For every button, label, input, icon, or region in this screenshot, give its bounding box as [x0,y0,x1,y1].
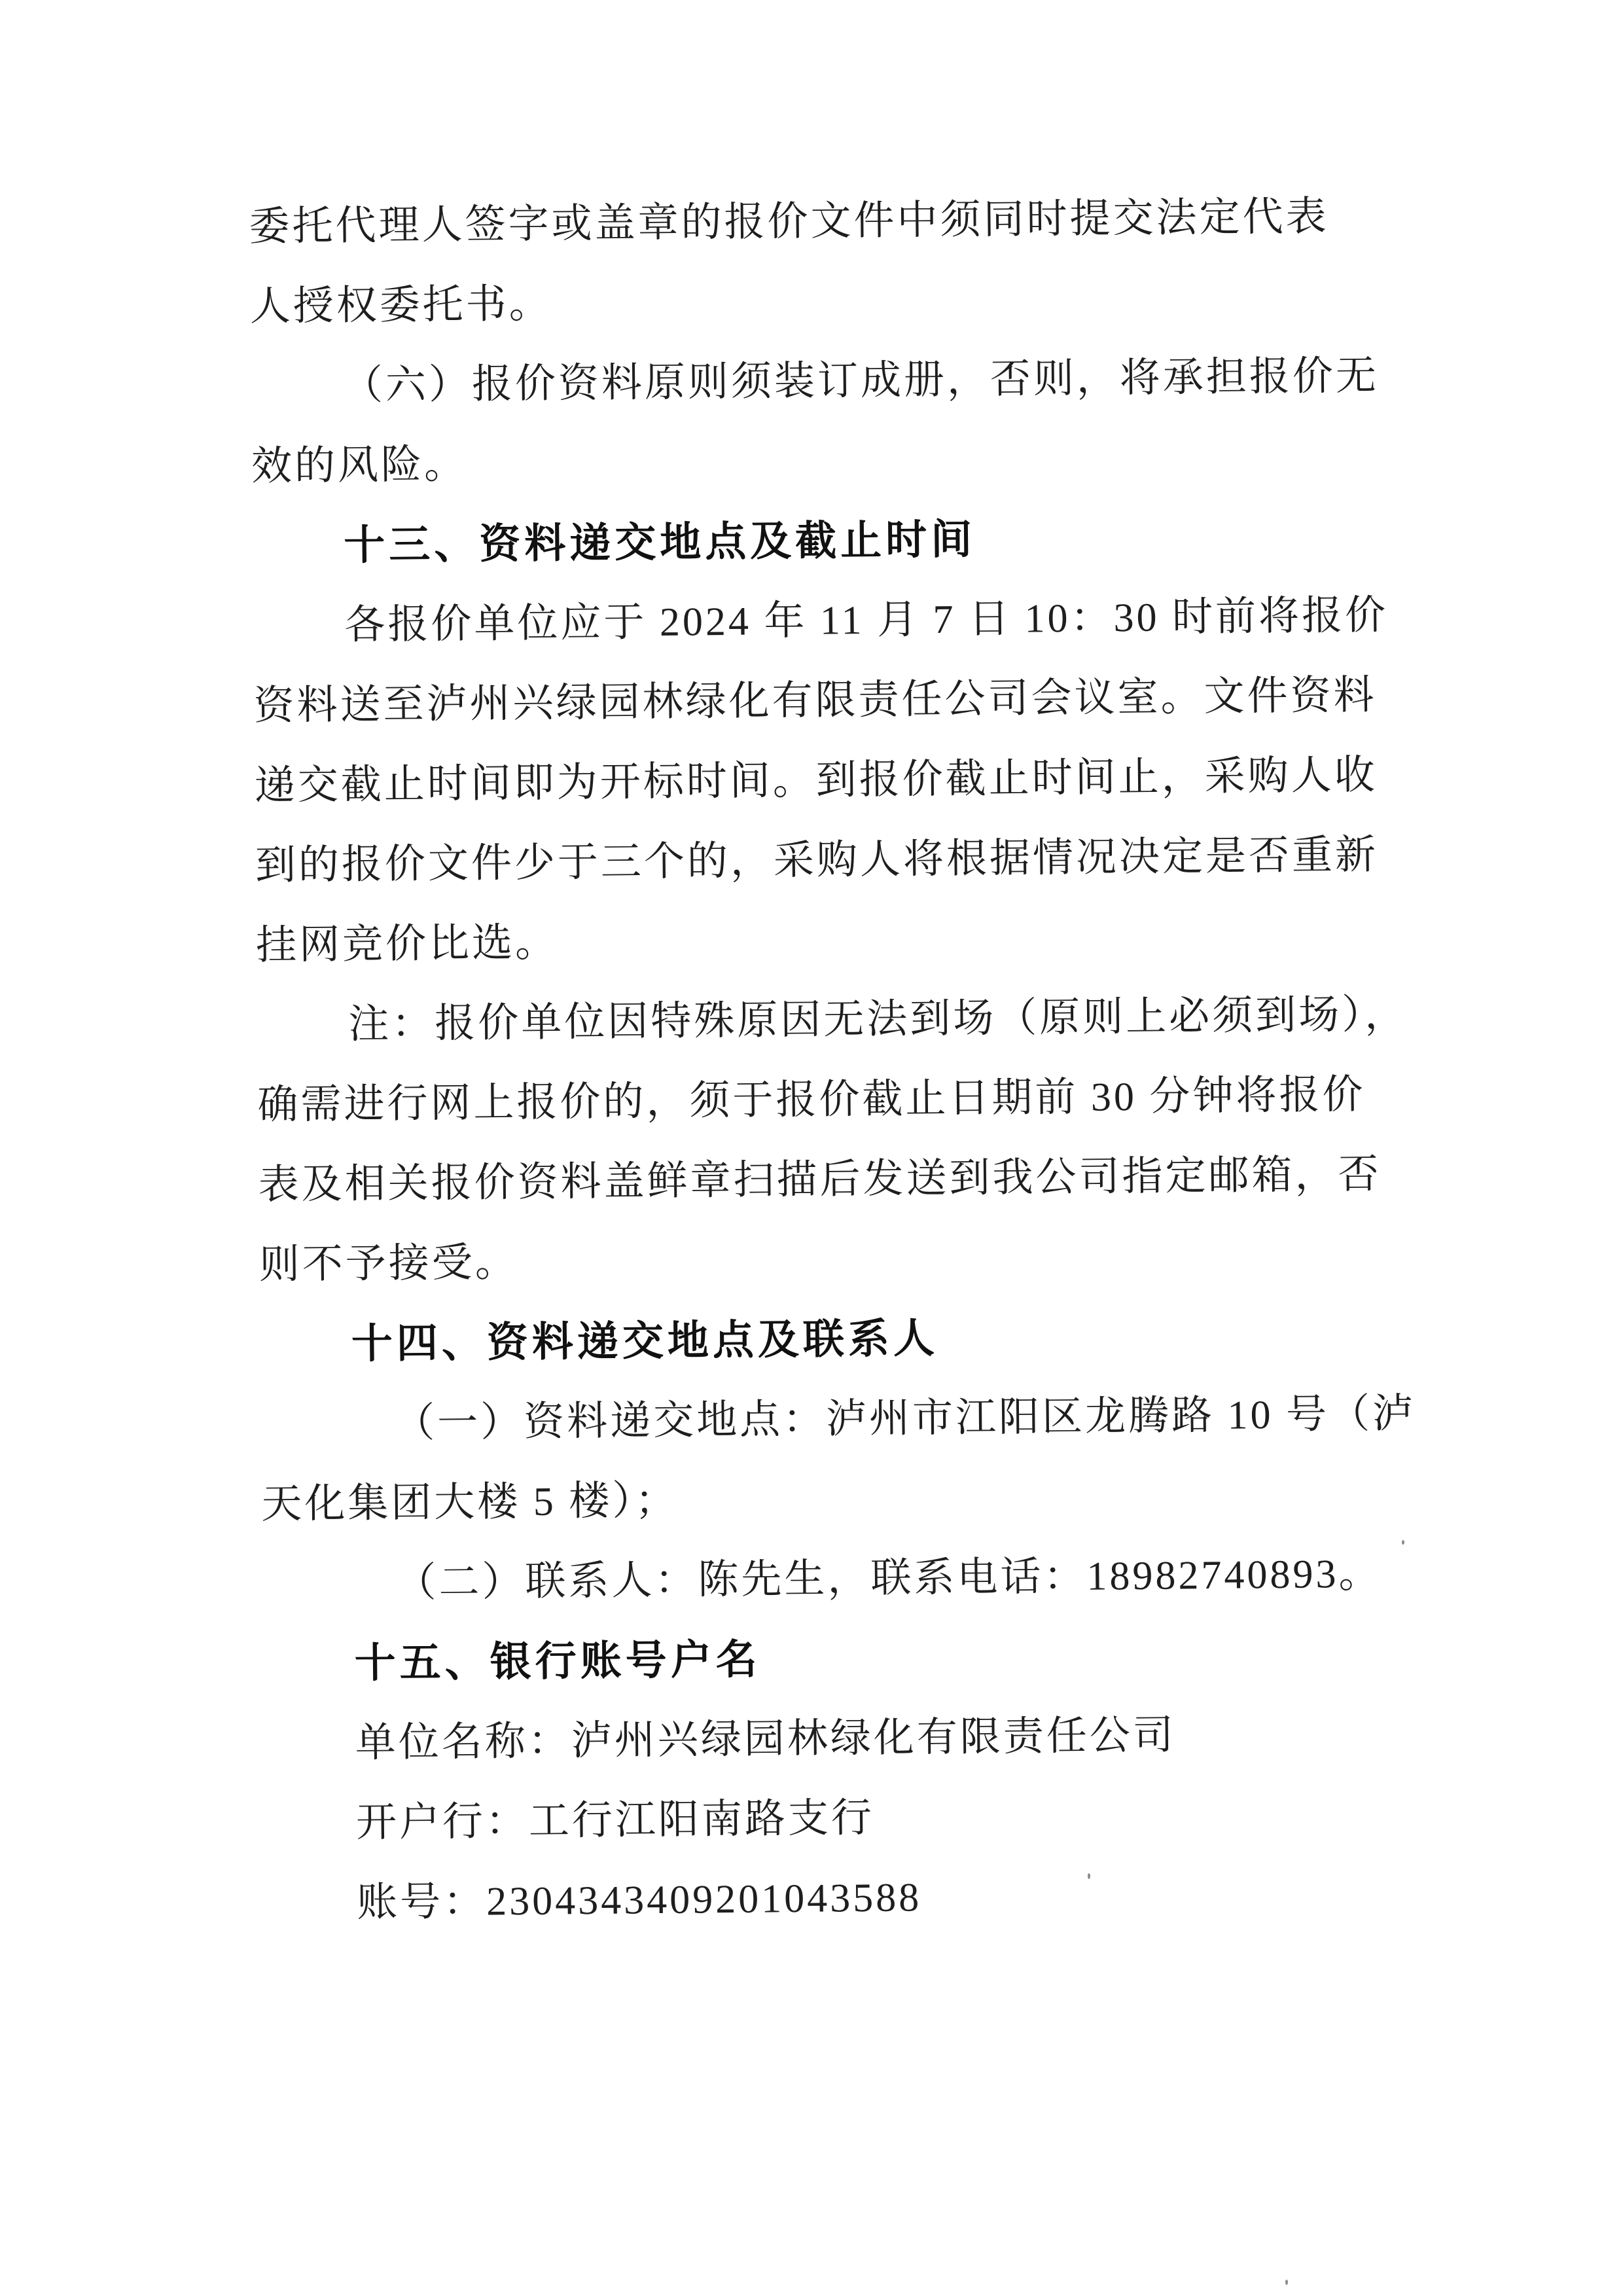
text-line: 天化集团大楼 5 楼）； [260,1478,679,1527]
text-line: 委托代理人签字或盖章的报价文件中须同时提交法定代表 [249,194,1329,249]
section-heading-13: 十三、资料递交地点及截止时间 [343,516,976,569]
text-line-contact: （二）联系人：陈先生，联系电话：18982740893。 [395,1551,1382,1605]
text-line: 递交截止时间即为开标时间。到报价截止时间止，采购人收 [254,753,1378,808]
scan-noise-dot [1285,2280,1288,2285]
scan-noise-dot [1088,1873,1090,1879]
text-line: 效的风险。 [251,442,468,489]
text-line-bank-branch: 开户行：工行江阳南路支行 [355,1795,875,1846]
text-line: 人授权委托书。 [249,281,553,329]
text-line: 表及相关报价资料盖鲜章扫描后发送到我公司指定邮箱，否 [258,1152,1382,1208]
section-heading-15: 十五、银行账号户名 [354,1636,761,1687]
text-line-item-6: （六）报价资料原则须装订成册，否则，将承担报价无 [342,353,1380,408]
text-line: 挂网竞价比选。 [255,920,559,968]
text-block [249,176,1416,1943]
text-line: 到的报价文件少于三个的，采购人将根据情况决定是否重新 [255,833,1379,888]
text-line-address: （一）资料递交地点：泸州市江阳区龙腾路 10 号（泸 [393,1391,1416,1446]
text-line-company-name: 单位名称：泸州兴绿园林绿化有限责任公司 [355,1713,1177,1766]
scan-noise-dot [1402,1540,1404,1545]
text-line: 确需进行网上报价的，须于报价截止日期前 30 分钟将报价 [257,1072,1366,1128]
text-line: 资料送至泸州兴绿园林绿化有限责任公司会议室。文件资料 [253,673,1377,728]
text-line-account-number: 账号：2304343409201043588 [356,1875,922,1926]
text-line-note: 注：报价单位因特殊原因无法到场（原则上必须到场）， [348,992,1408,1047]
text-line: 则不予接受。 [259,1240,519,1287]
section-heading-14: 十四、资料递交地点及联系人 [351,1315,939,1367]
text-line: 各报价单位应于 2024 年 11 月 7 日 10：30 时前将报价 [344,593,1389,648]
